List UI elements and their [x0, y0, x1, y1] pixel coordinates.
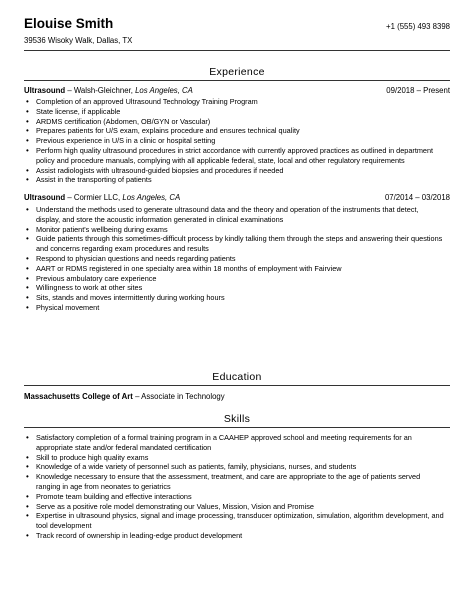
- skills-divider: [24, 427, 450, 428]
- education-separator: –: [132, 392, 142, 401]
- job-title: Ultrasound: [24, 193, 66, 202]
- list-item: • Monitor patient's wellbeing during exams: [36, 225, 444, 235]
- skills-bullets: [24, 433, 444, 541]
- job-title-line: [24, 192, 180, 203]
- list-item: • Previous ambulatory care experience: [36, 274, 444, 284]
- list-item: • Track record of ownership in leading-edge product development: [36, 531, 444, 541]
- list-item: • Guide patients through this sometimes-difficult process by kindly talking them through the steps and answering their questions and concerns regarding exam procedures and results: [36, 234, 444, 254]
- list-item: • AART or RDMS registered in one specialty area within 18 months of employment with Fairview: [36, 264, 444, 274]
- job-bullets: [24, 97, 444, 185]
- candidate-name: Elouise Smith: [24, 16, 114, 31]
- list-item: • Understand the methods used to generate ultrasound data and the theory and operation of the instruments that detect, display, and store the acoustic information generated in clinical examinations: [36, 205, 444, 225]
- candidate-phone: +1 (555) 493 8398: [386, 22, 450, 31]
- job-title-line: [24, 85, 193, 96]
- list-item: • Satisfactory completion of a formal training program in a CAAHEP approved school and meeting requirements for an appropriate state and/or federal mandated certification: [36, 433, 444, 453]
- list-item: • Prepares patients for U/S exam, explains procedure and ensures technical quality: [36, 126, 444, 136]
- section-title-education: Education: [212, 371, 262, 383]
- education-divider: [24, 385, 450, 386]
- job-bullets: [24, 205, 444, 313]
- list-item: • Willingness to work at other sites: [36, 283, 444, 293]
- list-item: • Expertise in ultrasound physics, signal and image processing, transducer optimization, simulation, algorithm development, and tool development: [36, 511, 444, 531]
- job-separator: –: [65, 86, 74, 95]
- education-degree: Associate in Technology: [141, 392, 225, 401]
- list-item: • Promote team building and effective interactions: [36, 492, 444, 502]
- job-title: Ultrasound: [24, 86, 66, 95]
- section-title-skills: Skills: [223, 413, 251, 425]
- list-item: • Previous experience in U/S in a clinic or hospital setting: [36, 136, 444, 146]
- education-school: Massachusetts College of Art: [24, 392, 133, 401]
- job-header: [24, 192, 450, 203]
- list-item: • Knowledge of a wide variety of personnel such as patients, family, physicians, nurses, and students: [36, 462, 444, 472]
- list-item: • Assist radiologists with ultrasound-guided biopsies and procedures if needed: [36, 166, 444, 176]
- list-item: • Knowledge necessary to ensure that the assessment, treatment, and care are appropriate to the age of patients served ranging in age from neonates to geriatrics: [36, 472, 444, 492]
- job-dates: 07/2014 – 03/2018: [384, 193, 450, 202]
- list-item: • Assist in the transporting of patients: [36, 175, 444, 185]
- job-location: Los Angeles, CA: [122, 193, 181, 202]
- experience-divider: [24, 80, 450, 81]
- job-location: Los Angeles, CA: [135, 86, 193, 95]
- list-item: • State license, if applicable: [36, 107, 444, 117]
- list-item: • Perform high quality ultrasound procedures in strict accordance with currently approved practices as outlined in department policy and procedure manuals, complying with all applicable federal, state, local and other regulatory requirements: [36, 146, 444, 166]
- list-item: • ARDMS certification (Abdomen, OB/GYN or Vascular): [36, 117, 444, 127]
- job-separator: –: [65, 193, 74, 202]
- candidate-address: 39536 Wisoky Walk, Dallas, TX: [24, 36, 133, 45]
- header-divider: [24, 50, 450, 51]
- list-item: • Physical movement: [36, 303, 444, 313]
- list-item: • Completion of an approved Ultrasound Technology Training Program: [36, 97, 444, 107]
- job-company: Cormier LLC,: [73, 193, 121, 202]
- list-item: • Sits, stands and moves intermittently during working hours: [36, 293, 444, 303]
- list-item: • Skill to produce high quality exams: [36, 453, 444, 463]
- list-item: • Respond to physician questions and needs regarding patients: [36, 254, 444, 264]
- job-dates: 09/2018 – Present: [386, 86, 450, 95]
- education-entry: [24, 391, 225, 402]
- section-title-experience: Experience: [209, 66, 265, 78]
- job-header: [24, 85, 450, 96]
- job-company: Walsh-Gleichner,: [73, 86, 133, 95]
- list-item: • Serve as a positive role model demonstrating our Values, Mission, Vision and Promise: [36, 502, 444, 512]
